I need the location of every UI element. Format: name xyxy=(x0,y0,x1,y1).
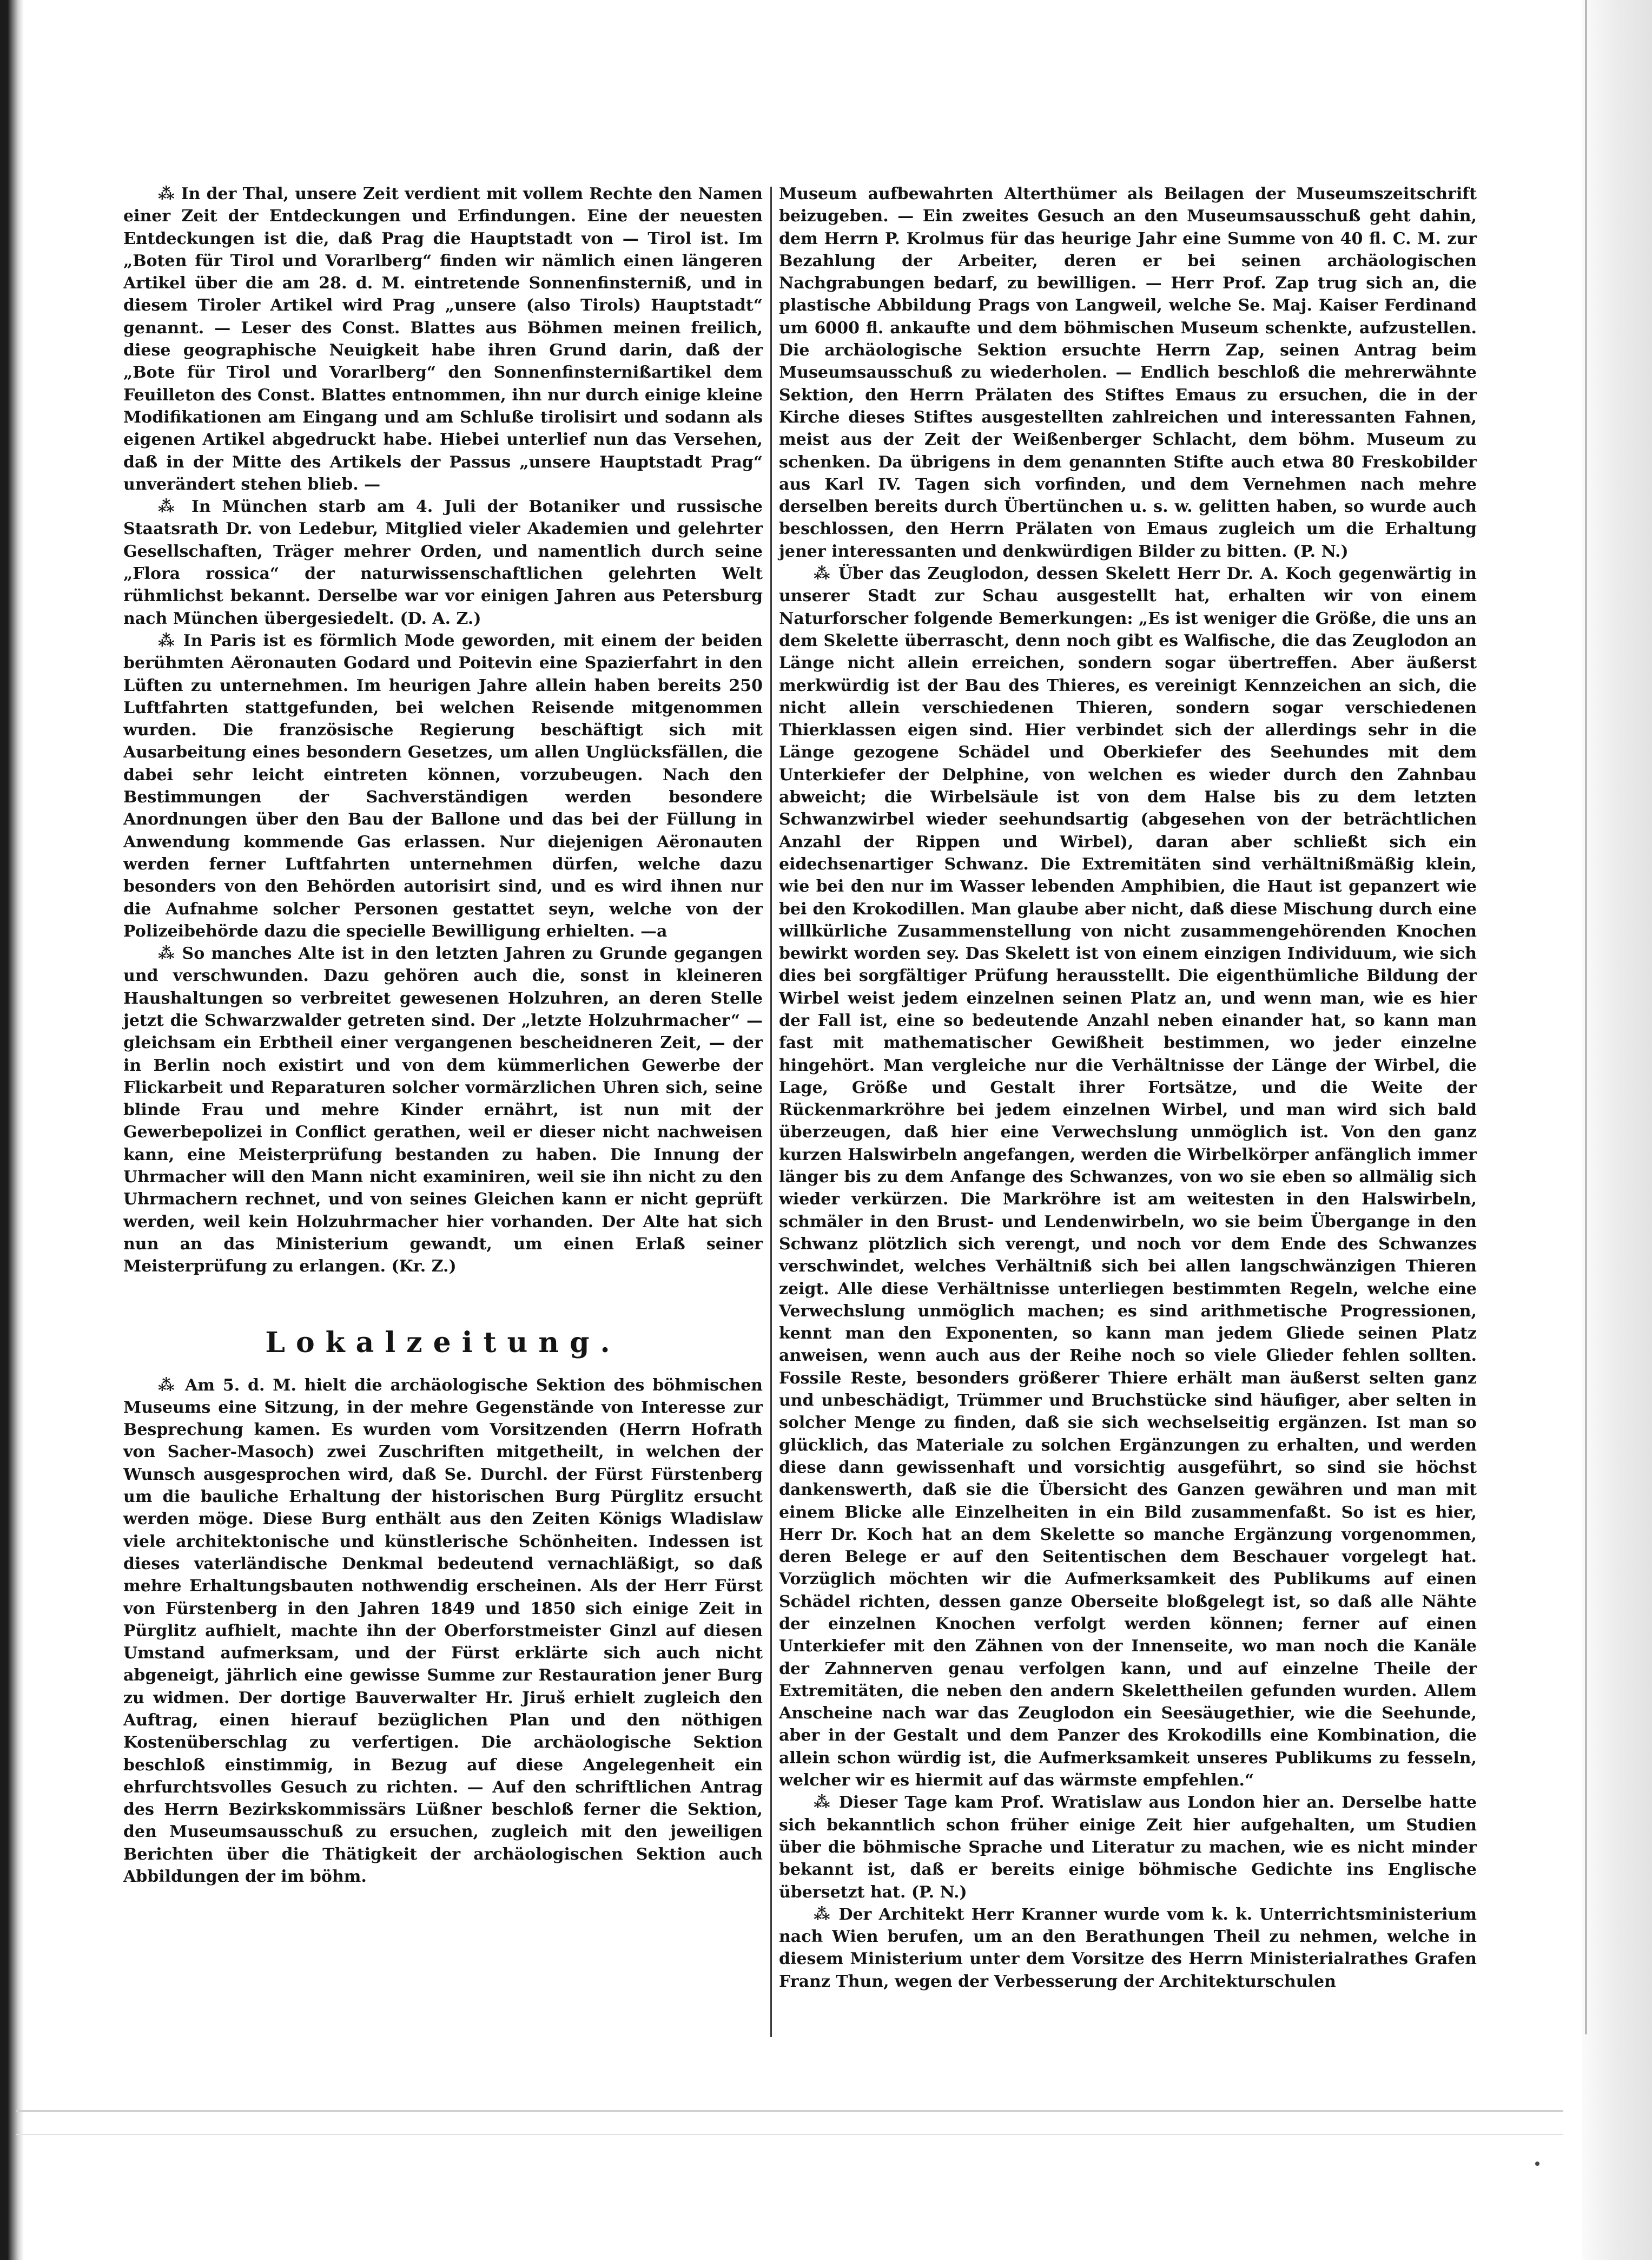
article-holzuhrmacher: ⁂ So manches Alte ist in den letzten Jahren zu Grunde gegangen und verschwunden. Dazu gehören auch die, sonst in kleineren Haushaltungen so verbreitet gewesenen Holzuhren, an deren Stelle jetzt die Schwarzwalder getreten sind. Der „letzte Holzuhrmacher“ — gleichsam ein Erbtheil einer vergangenen bescheidneren Zeit, — der in Berlin noch existirt und von dem kümmerlichen Gewerbe der Flickarbeit und Reparaturen solcher vormärzlichen Uhren sich, seine blinde Frau und mehre Kinder ernährt, ist nun mit der Gewerbepolizei in Conflict gerathen, weil er dieser nicht nachweisen kann, eine Meisterprüfung bestanden zu haben. Die Innung der Uhrmacher will den Mann nicht examiniren, weil sie ihn nicht zu den Uhrmachern rechnet, und von seines Gleichen kann er nicht geprüft werden, weil kein Holzuhrmacher hier vorhanden. Der Alte hat sich nun an das Ministerium gewandt, um einen Erlaß seiner Meisterprüfung zu erlangen. (Kr. Z.) xyxy=(123,944,763,1276)
page-edge-left xyxy=(0,0,24,2260)
article-wratislaw: ⁂ Dieser Tage kam Prof. Wratislaw aus London hier an. Derselbe hatte sich bekanntlich schon früher einige Zeit hier aufgehalten, um Studien über die böhmische Sprache und Literatur zu machen, wie es nicht minder bekannt ist, daß er bereits einige böhmische Gedichte ins Englische übersetzt hat. (P. N.) xyxy=(779,1793,1477,1902)
page-edge-right xyxy=(1582,0,1652,2260)
article-archaeologische-sektion: ⁂ Am 5. d. M. hielt die archäologische Sektion des böhmischen Museums eine Sitzung, in der mehre Gegenstände von Interesse zur Besprechung kamen. Es wurden vom Vorsitzenden (Herrn Hofrath von Sacher-Masoch) zwei Zuschriften mitgetheilt, in welchen der Wunsch ausgesprochen wird, daß Se. Durchl. der Fürst Fürstenberg um die bauliche Erhaltung der historischen Burg Pürglitz ersucht werden möge. Diese Burg enthält aus den Zeiten Königs Wladislaw viele architektonische und künstlerische Schönheiten. Indessen ist dieses vaterländische Denkmal bedeutend vernachläßigt, so daß mehre Erhaltungsbauten nothwendig erscheinen. Als der Herr Fürst von Fürstenberg in den Jahren 1849 und 1850 sich einige Zeit in Pürglitz aufhielt, machte ihn der Oberforstmeister Ginzl auf diesen Umstand aufmerksam, und der Fürst erklärte sich auch nicht abgeneigt, jährlich eine gewisse Summe zur Restauration jener Burg zu widmen. Der dortige Bauverwalter Hr. Jiruš erhielt zugleich den Auftrag, einen hierauf bezüglichen Plan und den nöthigen Kostenüberschlag zu verfertigen. Die archäologische Sektion beschloß einstimmig, in Bezug auf diese Angelegenheit ein ehrfurchtsvolles Gesuch zu richten. — Auf den schriftlichen Antrag des Herrn Bezirkskommissärs Lüßner beschloß ferner die Sektion, den Museumsausschuß zu ersuchen, zugleich mit den jeweiligen Berichten über die Thätigkeit der archäologischen Sektion auch Abbildungen der im böhm. xyxy=(123,1375,763,1887)
left-column xyxy=(123,183,763,1888)
article-paris-luftfahrten: ⁂ In Paris ist es förmlich Mode geworden, mit einem der beiden berühmten Aëronauten Godard und Poitevin eine Spazierfahrt in den Lüften zu unternehmen. Im heurigen Jahre allein haben bereits 250 Luftfahrten stattgefunden, bei welchen Reisende mitgenommen wurden. Die französische Regierung beschäftigt sich mit Ausarbeitung eines besondern Gesetzes, um allen Unglücksfällen, die dabei sehr leicht eintreten können, vorzubeugen. Nach den Bestimmungen der Sachverständigen werden besondere Anordnungen über den Bau der Ballone und das bei der Füllung in Anwendung kommende Gas erlassen. Nur diejenigen Aëronauten werden ferner Luftfahrten unternehmen dürfen, welche dazu besonders von den Behörden autorisirt sind, und es wird ihnen nur die Aufnahme solcher Personen gestattet seyn, welche von der Polizeibehörde dazu die specielle Bewilligung erhielten. —a xyxy=(123,631,763,941)
page-bottom-rule xyxy=(16,2110,1563,2112)
section-heading-lokalzeitung: Lokalzeitung. xyxy=(265,1326,621,1359)
article-museum-continuation: Museum aufbewahrten Alterthümer als Beilagen der Museumszeitschrift beizugeben. — Ein zweites Gesuch an den Museumsausschuß geht dahin, dem Herrn P. Krolmus für das heurige Jahr eine Summe von 40 fl. C. M. zur Bezahlung der Arbeiter, deren er bei seinen archäologischen Nachgrabungen bedarf, zu bewilligen. — Herr Prof. Zap trug sich an, die plastische Abbildung Prags von Langweil, welche Se. Maj. Kaiser Ferdinand um 6000 fl. ankaufte und dem böhmischen Museum schenkte, aufzustellen. Die archäologische Sektion ersuchte Herrn Zap, seinen Antrag beim Museumsausschuß zu wiederholen. — Endlich beschloß die mehrerwähnte Sektion, den Herrn Prälaten des Stiftes Emaus zu ersuchen, die in der Kirche dieses Stiftes ausgestellten zahlreichen und interessanten Fahnen, meist aus der Zeit der Weißenberger Schlacht, dem böhm. Museum zu schenken. Da übrigens in dem genannten Stifte auch etwa 80 Freskobilder aus Karl IV. Tagen sich vorfinden, und dem Vernehmen nach mehre derselben bereits durch Übertünchen u. s. w. gelitten haben, so wurde auch beschlossen, den Herrn Prälaten von Emaus zugleich um die Erhaltung jener interessanten und denkwürdigen Bilder zu bitten. (P. N.) xyxy=(779,185,1477,561)
article-kranner: ⁂ Der Architekt Herr Kranner wurde vom k. k. Unterrichtsministerium nach Wien berufen, um an den Berathungen Theil zu nehmen, welche in diesem Ministerium unter dem Vorsitze des Herrn Ministerialrathes Grafen Franz Thun, wegen der Verbesserung der Architekturschulen xyxy=(779,1905,1477,1991)
article-zeuglodon: ⁂ Über das Zeuglodon, dessen Skelett Herr Dr. A. Koch gegenwärtig in unserer Stadt zur Schau ausgestellt hat, erhalten wir von einem Naturforscher folgende Bemerkungen: „Es ist weniger die Größe, die uns an dem Skelette überrascht, denn noch gibt es Walfische, die das Zeuglodon an Länge nicht allein erreichen, sondern sogar übertreffen. Aber äußerst merkwürdig ist der Bau des Thieres, es vereinigt Kennzeichen an sich, die nicht allein verschiedenen Thieren, sondern sogar verschiedenen Thierklassen eigen sind. Hier verbindet sich der allerdings sehr in die Länge gezogene Schädel und Oberkiefer des Seehundes mit dem Unterkiefer der Delphine, von welchen es wieder durch den Zahnbau abweicht; die Wirbelsäule ist von dem Halse bis zu dem letzten Schwanzwirbel wieder seehundsartig (abgesehen von der beträchtlichen Anzahl der Rippen und Wirbel), daran aber schließt sich ein eidechsenartiger Schwanz. Die Extremitäten sind verhältnißmäßig klein, wie bei den nur im Wasser lebenden Amphibien, die Haut ist gepanzert wie bei den Krokodillen. Man glaube aber nicht, daß diese Mischung durch eine willkürliche Zusammenstellung von nicht zusammengehörenden Knochen bewirkt worden sey. Das Skelett ist von einem einzigen Individuum, wie sich dies bei sorgfältiger Prüfung herausstellt. Die eigenthümliche Bildung der Wirbel weist jedem einzelnen seinen Platz an, und wenn man, wie es hier der Fall ist, eine so bedeutende Anzahl neben einander hat, so kann man fast mit mathematischer Gewißheit bestimmen, wo jeder einzelne hingehört. Man vergleiche nur die Verhältnisse der Länge der Wirbel, die Lage, Größe und Gestalt ihrer Fortsätze, und die Weite der Rückenmarkröhre bei jedem einzelnen Wirbel, und man wird sich bald überzeugen, daß hier eine Verwechslung unmöglich ist. Von den ganz kurzen Halswirbeln angefangen, werden die Wirbelkörper anfänglich immer länger bis zu dem Anfange des Schwanzes, von wo sie eben so allmälig sich wieder verkürzen. Die Markröhre ist am weitesten in den Halswirbeln, schmäler in den Brust- und Lendenwirbeln, wo sie beim Übergange in den Schwanz plötzlich sich verengt, und noch vor dem Ende des Schwanzes verschwindet, welches Verhältniß sich bei allen langschwänzigen Thieren zeigt. Alle diese Verhältnisse unterliegen bestimmten Regeln, welche eine Verwechslung unmöglich machen; es sind arithmetische Progressionen, kennt man den Exponenten, so kann man jedem Gliede seinen Platz anweisen, wenn auch aus der Reihe noch so viele Glieder fehlen sollten. Fossile Reste, besonders größerer Thiere erhält man äußerst selten ganz und unbeschädigt, Trümmer und Bruchstücke sind häufiger, aber selten in solcher Menge zu finden, daß sie sich wechselseitig ergänzen. Ist man so glücklich, das Materiale zu solchen Ergänzungen zu erhalten, und werden diese dann gewissenhaft und vorsichtig ausgeführt, so sind sie höchst dankenswerth, daß sie die Übersicht des Ganzen gewähren und man mit einem Blicke alle Einzelheiten in ein Bild zusammenfaßt. So ist es hier, Herr Dr. Koch hat an dem Skelette so manche Ergänzung vorgenommen, deren Belege er auf den Seitentischen dem Beschauer vorgelegt hat. Vorzüglich möchten wir die Aufmerksamkeit des Publikums auf einen Schädel richten, dessen ganze Oberseite bloßgelegt ist, so daß alle Nähte der einzelnen Knochen verfolgt werden können; ferner auf einen Unterkiefer mit den Zähnen von der Innenseite, wo man noch die Kanäle der Zahnnerven genau verfolgen kann, und auf einzelne Theile der Extremitäten, die neben den andern Skelettheilen gefunden wurden. Allem Anscheine nach war das Zeuglodon ein Seesäugethier, wie die Seehunde, aber in der Gestalt und dem Panzer des Krokodills eine Kombination, die allein schon würdig ist, die Aufmerksamkeit unseres Publikums zu fesseln, welcher wir es hiermit auf das wärmste empfehlen.“ xyxy=(779,564,1477,1790)
article-tirol-hauptstadt: ⁂ In der Thal, unsere Zeit verdient mit vollem Rechte den Namen einer Zeit der Entdeckungen und Erfindungen. Eine der neuesten Entdeckungen ist die, daß Prag die Hauptstadt von — Tirol ist. Im „Boten für Tirol und Vorarlberg“ finden wir nämlich einen längeren Artikel über die am 28. d. M. eintretende Sonnenfinsterniß, und in diesem Tiroler Artikel wird Prag „unsere (also Tirols) Hauptstadt“ genannt. — Leser des Const. Blattes aus Böhmen meinen freilich, diese geographische Neuigkeit habe ihren Grund darin, daß der „Bote für Tirol und Vorarlberg“ den Sonnenfinsternißartikel dem Feuilleton des Const. Blattes entnommen, ihn nur durch einige kleine Modifikationen am Eingang und am Schluße tirolisirt und sodann als eigenen Artikel abgedruckt habe. Hiebei unterlief nun das Versehen, daß in der Mitte des Artikels der Passus „unsere Hauptstadt Prag“ unverändert stehen blieb. — xyxy=(123,185,763,494)
page-edge-line xyxy=(1585,0,1587,2034)
ink-speck xyxy=(1535,2162,1539,2166)
column-divider xyxy=(770,187,772,2037)
article-muenchen-ledebur: ⁂ In München starb am 4. Juli der Botaniker und russische Staatsrath Dr. von Ledebur, Mitglied vieler Akademien und gelehrter Gesellschaften, Träger mehrer Orden, und namentlich durch seine „Flora rossica“ der naturwissenschaftlichen gelehrten Welt rühmlichst bekannt. Derselbe war vor einigen Jahren aus Petersburg nach München übergesiedelt. (D. A. Z.) xyxy=(123,497,763,628)
page-bottom-rule-faint xyxy=(16,2134,1563,2135)
right-column xyxy=(779,183,1477,1993)
